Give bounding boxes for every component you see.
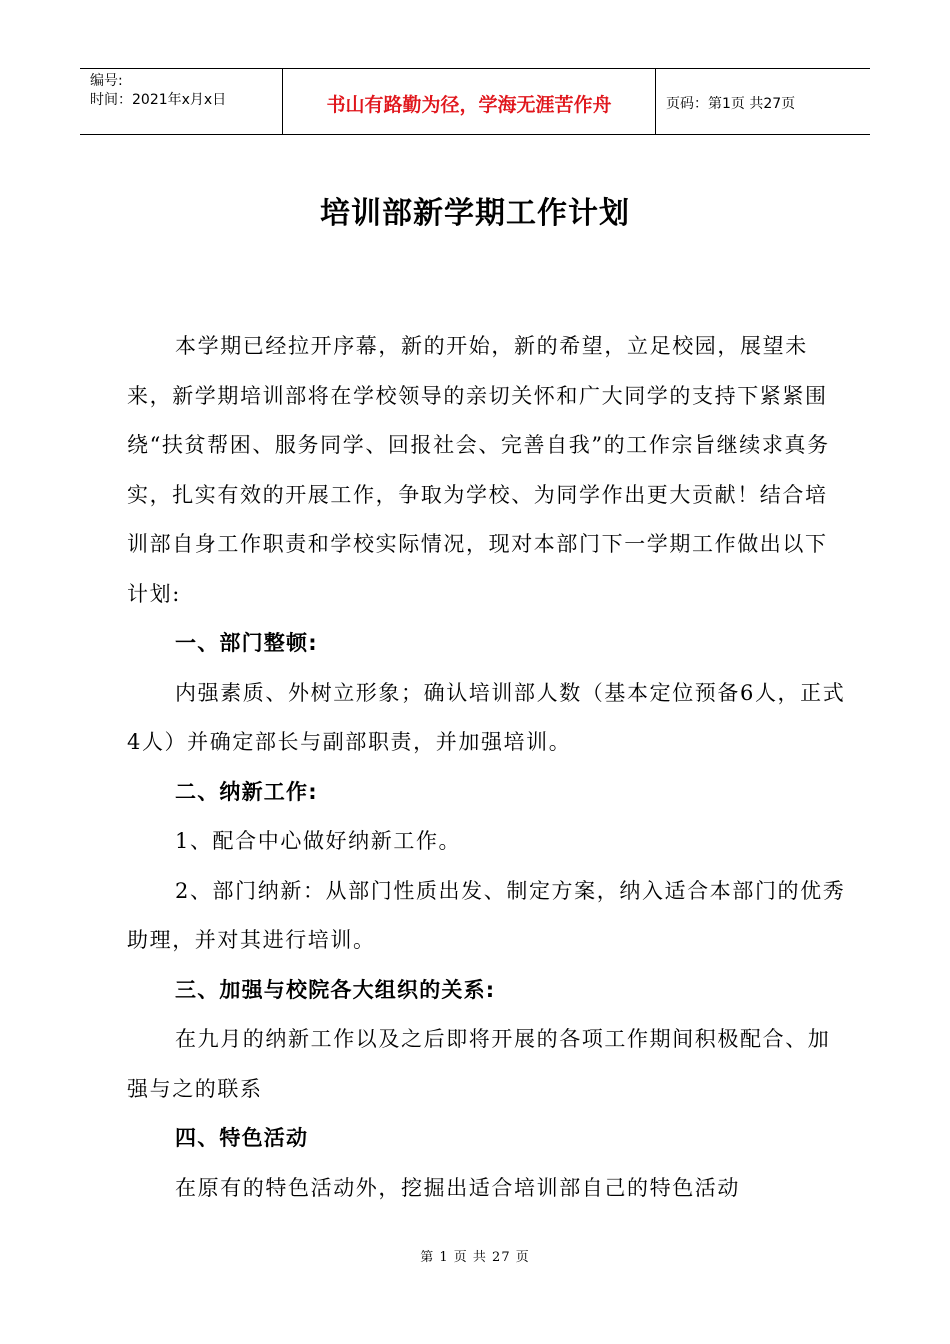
- intro-paragraph: 本学期已经拉开序幕，新的开始，新的希望，立足校园，展望未来，新学期培训部将在学校领导的亲切关怀和广大同学的支持下紧紧围绕“扶贫帮困、服务同学、回报社会、完善自我”的工作宗旨继续求真务实，扎实有效的开展工作，争取为学校、为同学作出更大贡献！结合培训部自身工作职责和学校实际情况，现对本部门下一学期工作做出以下计划:: [127, 334, 830, 606]
- header-motto-cell: [282, 69, 656, 134]
- section-heading-3: 三、加强与校院各大组织的关系:: [175, 977, 496, 1002]
- header-motto: 书山有路勤为径，学海无涯苦作舟: [326, 94, 612, 116]
- header-table: [80, 68, 870, 135]
- section-2-item-1: 1、配合中心做好纳新工作。: [175, 829, 462, 853]
- document-number-label: 编号:: [90, 73, 123, 89]
- header-left-cell: [80, 69, 282, 134]
- section-2-item-2: 2、部门纳新：从部门性质出发、制定方案，纳入适合本部门的优秀助理，并对其进行培训。: [127, 878, 846, 952]
- section-heading-2: 二、纳新工作:: [175, 779, 318, 804]
- section-4-paragraph: 在原有的特色活动外，挖掘出适合培训部自己的特色活动: [175, 1175, 740, 1200]
- section-3-paragraph: 在九月的纳新工作以及之后即将开展的各项工作期间积极配合、加强与之的联系: [127, 1027, 831, 1101]
- document-body: [127, 322, 847, 1213]
- page-title: 培训部新学期工作计划: [320, 196, 630, 231]
- header-page-cell: [656, 69, 870, 134]
- document-date: 时间：2021年x月x日: [90, 92, 227, 108]
- page-footer: 第 1 页 共 27 页: [420, 1250, 530, 1265]
- section-heading-4: 四、特色活动: [175, 1126, 309, 1150]
- header-page-info: 页码：第1页 共27页: [666, 95, 796, 112]
- section-heading-1: 一、部门整顿:: [175, 631, 318, 655]
- section-1-paragraph: 内强素质、外树立形象；确认培训部人数（基本定位预备6人，正式4人）并确定部长与副部职责，并加强培训。: [127, 680, 846, 754]
